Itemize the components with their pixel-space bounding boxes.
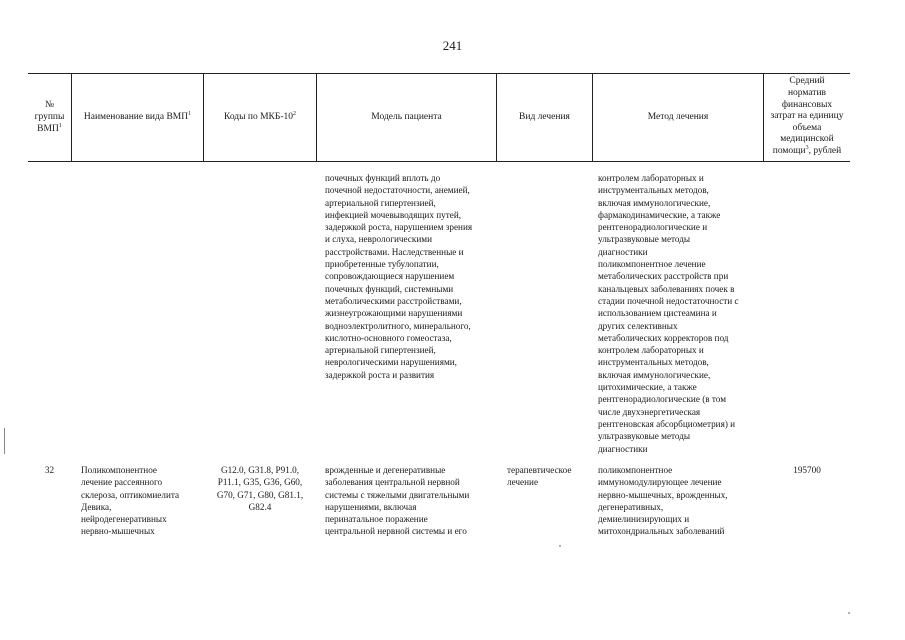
row-32-group-number: 32 [44,465,55,475]
header-icd-codes: Коды по МКБ-$10^2$ [223,110,297,122]
row-32-patient-model: врожденные и дегенеративные заболевания центральной нервной системы с тяжелыми двигательными нарушениями, включая перинатальное поражение центральной нервной системы и его [325,465,470,537]
header-patient-model: Модель пациента [371,112,442,122]
row-32-treatment-method: поликомпонентное иммуномодулирующее лечение нервно-мышечных, врожденных, дегенеративных, демиелинизирующих и митохондриальных заболеваний [598,465,728,537]
row-32-treatment-type: терапевтическое лечение [507,465,572,488]
page-number: 241 [442,38,463,53]
header-cost: Средний норматив финансовых затрат на единицу объема медицинской помощи$^3$, рублей [770,76,844,156]
header-treatment-method: Метод лечения [647,112,709,122]
continued-patient-model: почечных функций вплоть до почечной недостаточности, анемией, артериальной гипертензией, инфекцией мочевыводящих путей, задержкой роста, нарушением зрения и слуха, неврологическими расстройствами. Наследственные и приобретенные тубулопатии, сопровождающиеся нарушением почечных функций, системными метаболическими расстройствами, жизнеугрожающими нарушениями водноэлектролитного, минерального, кислотно-основного гомеостаза, артериальной гипертензией, неврологическими нарушениями, задержкой роста и развития [325,173,473,380]
row-32-cost: 195700 [793,465,821,475]
header-vmp-name: Наименование вида ВМП$^1$ [83,110,192,122]
scan-speck [848,612,850,614]
header-group-number: № группы ВМП$^1$ [34,100,65,134]
row-32-icd-codes: G12.0, G31.8, P91.0, P11.1, G35, G36, G60, G70, G71, G80, G81.1, G82.4 [216,465,304,512]
scan-speck [559,545,561,547]
continued-treatment-method: контролем лабораторных и инструментальных методов, включая иммунологические, фармакодинамические, а также рентгенорадиологические и ультразвуковые методы диагностики поликомпонентное лечение метаболических расстройств при канальцевых заболеваниях почек в стадии почечной недостаточности с использованием цистеамина и других селективных метаболических корректоров под контролем лабораторных и инструментальных методов, включая иммунологические, цитохимические, а также рентгенорадиологические (в том числе двухэнергетическая рентгеновская абсорбциометрия) и ультразвуковые методы диагностики [598,173,739,454]
row-32-vmp-name: Поликомпонентное лечение рассеянного склероза, оптикомиелита Девика, нейродегенеративных нервно-мышечных [81,465,180,537]
scan-margin-mark [4,428,5,454]
header-treatment-type: Вид лечения [519,112,570,122]
header-bottom-rule [28,161,850,162]
